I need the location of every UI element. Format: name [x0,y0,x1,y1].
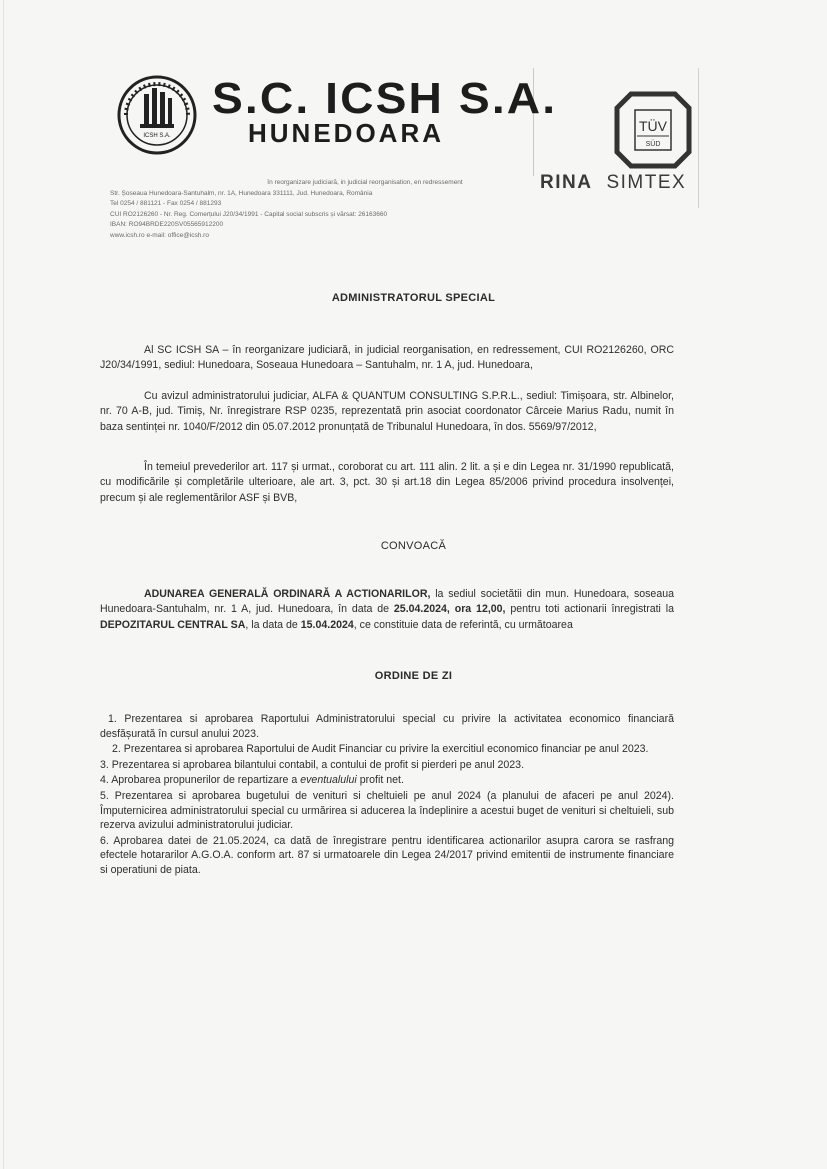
convocation-text-1: la sediul societătii din mun. Hunedoara, soseaua Hunedoara-Santuhalm, nr. 1 A, jud. Hunedoara, în data de [100,588,675,616]
rina-simtex-logo [540,172,686,194]
letterhead [108,68,698,263]
company-seal-logo [116,74,198,156]
depository-name: DEPOZITARUL CENTRAL SA [100,618,246,631]
agenda-item-5: 5. Prezentarea si aprobarea bugetului de venituri si cheltuieli pe anul 2024 (a planului de afaceri pe anul 2024). Împuternicirea administratorului special cu urmărirea si aducerea la îndeplinire a acestui buget de venituri si cheltuieli, sub rezerva avizului administratorului judiciar. [100,789,674,832]
scan-edge [3,0,4,1169]
bank-line: IBAN: RO94BRDE220SV05565912200 [110,221,224,228]
meeting-name: ADUNAREA GENERALĂ ORDINARĂ A ACTIONARILOR, [144,588,431,600]
address-line: Str. Șoseaua Hunedoara-Santuhalm, nr. 1A, Hunedoara 331111, Jud. Hunedoara, România [110,189,373,197]
meeting-date: 25.04.2024, [393,603,450,616]
agenda-item-3: 3. Prezentarea si aprobarea bilantului contabil, a contului de profit si pierderi pe anul 2023. [100,758,525,771]
convocation-text-2: pentru toti actionarii înregistrati la [505,603,675,616]
agenda-item-6: 6. Aprobarea datei de 21.05.2024, ca dată de înregistrare pentru identificarea actionarilor asupra carora se rasfrang efectele hotararilor A.G.O.A. conform art. 87 si urmatoarele din Legea 24/2017 privind emitentii de instrumente financiare si operatiuni de piata. [100,834,674,876]
agenda-item-4-text: 4. Aprobarea propunerilor de repartizare a [100,774,301,787]
rina-logo: RINA [540,172,593,193]
title-convoaca: CONVOACĂ [380,540,447,552]
intro-paragraph-legal-basis: În temeiul prevederilor art. 117 și urmat., coroborat cu art. 111 alin. 2 lit. a și e din Legea nr. 31/1990 republicată, cu modificările și completările ulterioare, ale art. 3, pct. 30 și art.18 din Legea 85/2006 privind procedura insolvenței, precum și ale reglementărilor ASF și BVB, [100,461,674,504]
meeting-time: ora 12,00, [449,603,506,616]
simtex-logo: SIMTEX [606,172,687,193]
svg-text:TÜV: TÜV [639,118,667,134]
svg-text:ICSH S.A.: ICSH S.A. [143,133,171,139]
agenda-item-1: 1. Prezentarea si aprobarea Raportului Administratorului special cu privire la activitatea economico financiară desfășurată în cursul anului 2023. [100,713,674,740]
tuv-certification-logo [613,90,693,170]
intro-paragraph-judicial-admin: Cu avizul administratorului judiciar, ALFA & QUANTUM CONSULTING S.P.R.L., sediul: Timișoara, str. Albinelor, nr. 70 A-B, jud. Timiș, Nr. înregistrare RSP 0235, reprezentată prin asociat coordonator Cârceie Marius Radu, numit în baza sentinței nr. 1040/F/2012 din 05.07.2012 pronunțată de Tribunalul Hunedoara, în dos. 5569/97/2012, [100,390,674,433]
company-contact-info [110,178,530,241]
reference-date: 15.04.2024 [300,618,354,631]
convocation-paragraph [100,587,674,633]
title-agenda: ORDINE DE ZI [374,670,453,682]
phone-line: Tel 0254 / 881121 - Fax 0254 / 881293 [110,200,222,207]
registration-line: CUI RO2126260 - Nr. Reg. Comerțului J20/34/1991 - Capital social subscris și vărsat: 26163660 [110,210,388,218]
intro-paragraph-company: Al SC ICSH SA – în reorganizare judiciară, in judicial reorganisation, en redressement, CUI RO2126260, ORC J20/34/1991, sediul: Hunedoara, Soseaua Hunedoara – Santuhalm, nr. 1 A, jud. Hunedoara, [100,344,674,372]
convocation-text-4: , ce constituie data de referintă, cu următoarea [353,618,573,631]
web-email-line: www.icsh.ro e-mail: office@icsh.ro [110,231,209,239]
company-city: HUNEDOARA [248,118,444,148]
agenda-item-4-italic: eventualului [300,774,357,787]
agenda-list [100,712,674,879]
title-administrator: ADMINISTRATORUL SPECIAL [331,292,496,304]
svg-text:SÜD: SÜD [645,141,661,148]
agenda-item-4 [100,773,674,788]
company-name: S.C. ICSH S.A. [212,74,558,123]
agenda-item-2: 2. Prezentarea si aprobarea Raportului de Audit Financiar cu privire la exercitiul economico financiar pe anul 2023. [112,743,649,756]
agenda-item-4-tail: profit net. [356,774,404,787]
reorganization-note: în reorganizare judiciară, in judicial reorganisation, en redressement [267,179,463,186]
convocation-text-3: , la data de [245,618,301,631]
